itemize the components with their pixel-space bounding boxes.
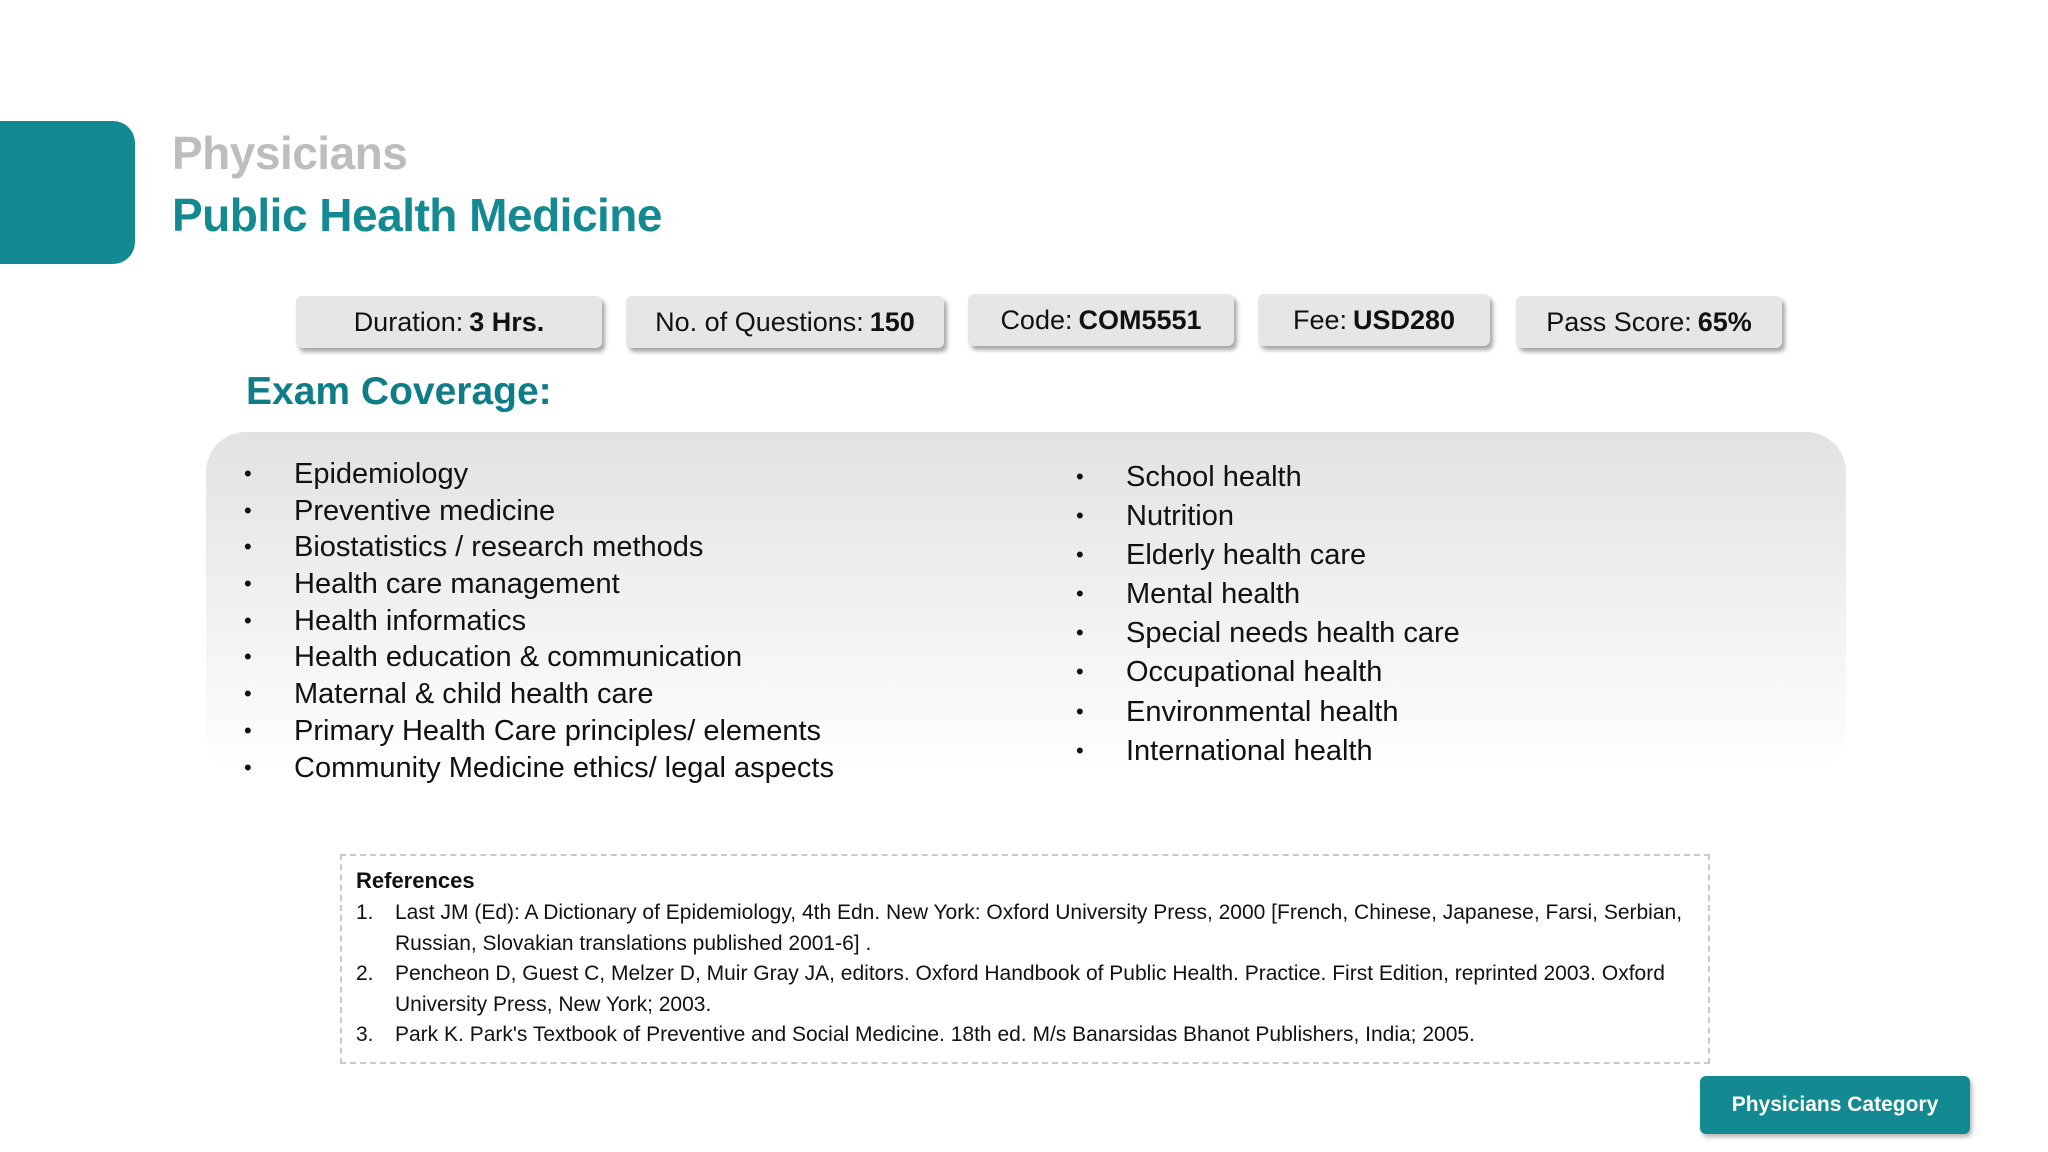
- reference-text: Park K. Park's Textbook of Preventive and Social Medicine. 18th ed. M/s Banarsidas Bhanot Publishers, India; 2005.: [395, 1023, 1475, 1046]
- duration-label: Duration:: [353, 306, 464, 337]
- list-item: [244, 529, 834, 566]
- bullet-icon: •: [1076, 464, 1084, 489]
- bullet-icon: •: [244, 571, 252, 597]
- reference-text: Last JM (Ed): A Dictionary of Epidemiology, 4th Edn. New York: Oxford University Press, 2000 [French, Chinese, Japanese, Farsi, Serbian, Russian, Slovakian translations published 2001-6] .: [395, 901, 1683, 955]
- physicians-category-button[interactable]: Physicians Category: [1700, 1076, 1970, 1134]
- topic-label: Health education & communication: [294, 641, 743, 674]
- coverage-heading: Exam Coverage:: [246, 370, 552, 413]
- topic-label: Mental health: [1126, 578, 1301, 611]
- references-box: [340, 854, 1710, 1064]
- bullet-icon: •: [244, 607, 252, 633]
- list-item: [1076, 614, 1460, 653]
- list-item: [244, 713, 834, 750]
- fee-stat: [1258, 294, 1490, 346]
- bullet-icon: •: [244, 644, 252, 670]
- list-item: [1076, 575, 1460, 614]
- topic-label: Biostatistics / research methods: [294, 531, 704, 564]
- list-item: [244, 639, 834, 676]
- exam-title: Public Health Medicine: [172, 189, 662, 241]
- questions-value: 150: [869, 306, 915, 337]
- topic-label: Environmental health: [1126, 695, 1399, 728]
- code-value: COM5551: [1078, 304, 1202, 335]
- bullet-icon: •: [1076, 737, 1084, 763]
- category-title: Physicians: [172, 127, 408, 179]
- list-item: [244, 566, 834, 603]
- reference-item: [356, 898, 1694, 959]
- reference-text: Pencheon D, Guest C, Melzer D, Muir Gray JA, editors. Oxford Handbook of Public Health. Practice. First Edition, reprinted 2003. Oxford University Press, New York; 2003.: [395, 962, 1665, 1016]
- pass-score-label: Pass Score:: [1546, 306, 1692, 337]
- fee-label: Fee:: [1292, 304, 1347, 335]
- bullet-icon: •: [244, 497, 252, 523]
- pass-score-value: 65%: [1697, 306, 1752, 337]
- bullet-icon: •: [244, 681, 252, 707]
- list-item: [244, 603, 834, 640]
- list-item: [1076, 693, 1460, 732]
- bullet-icon: •: [1076, 503, 1084, 529]
- list-item: [244, 750, 834, 787]
- list-item: [1076, 653, 1460, 692]
- list-item: [244, 456, 834, 493]
- duration-value: 3 Hrs.: [469, 306, 545, 337]
- list-item: [244, 493, 834, 530]
- references-list: [356, 898, 1694, 1051]
- bullet-icon: •: [244, 534, 252, 560]
- topic-label: Epidemiology: [294, 458, 469, 490]
- accent-block: [0, 121, 135, 264]
- bullet-icon: •: [1076, 698, 1084, 724]
- topic-label: Occupational health: [1126, 656, 1383, 689]
- bullet-icon: •: [1076, 581, 1084, 607]
- references-heading: References: [356, 868, 475, 893]
- code-stat: [968, 294, 1234, 346]
- topic-label: Community Medicine ethics/ legal aspects: [294, 751, 834, 784]
- topic-label: Nutrition: [1126, 500, 1234, 533]
- list-item: [1076, 536, 1460, 575]
- topic-label: Health care management: [294, 568, 620, 601]
- fee-value: USD280: [1352, 304, 1456, 335]
- reference-item: [356, 1020, 1694, 1051]
- coverage-list-left: [244, 456, 834, 786]
- list-item: [244, 676, 834, 713]
- reference-number: 2.: [356, 962, 374, 985]
- bullet-icon: •: [244, 717, 252, 743]
- bullet-icon: •: [244, 754, 252, 780]
- topic-label: Elderly health care: [1126, 539, 1367, 572]
- coverage-list-right: [1076, 458, 1460, 771]
- bullet-icon: •: [1076, 659, 1084, 685]
- reference-item: [356, 959, 1694, 1020]
- list-item: [1076, 497, 1460, 536]
- topic-label: School health: [1126, 461, 1302, 493]
- bullet-icon: •: [244, 461, 252, 486]
- bullet-icon: •: [1076, 542, 1084, 568]
- topic-label: Preventive medicine: [294, 494, 556, 527]
- topic-label: Special needs health care: [1126, 617, 1460, 650]
- questions-label: No. of Questions:: [655, 306, 864, 337]
- bullet-icon: •: [1076, 620, 1084, 646]
- code-label: Code:: [1000, 304, 1073, 335]
- topic-label: Health informatics: [294, 604, 527, 637]
- reference-number: 1.: [356, 901, 374, 924]
- list-item: [1076, 458, 1460, 497]
- topic-label: Maternal & child health care: [294, 678, 654, 711]
- topic-label: Primary Health Care principles/ elements: [294, 714, 822, 747]
- questions-stat: [626, 296, 944, 348]
- reference-number: 3.: [356, 1023, 374, 1046]
- topic-label: International health: [1126, 734, 1373, 767]
- pass-score-stat: [1516, 296, 1782, 348]
- list-item: [1076, 732, 1460, 771]
- duration-stat: [296, 296, 602, 348]
